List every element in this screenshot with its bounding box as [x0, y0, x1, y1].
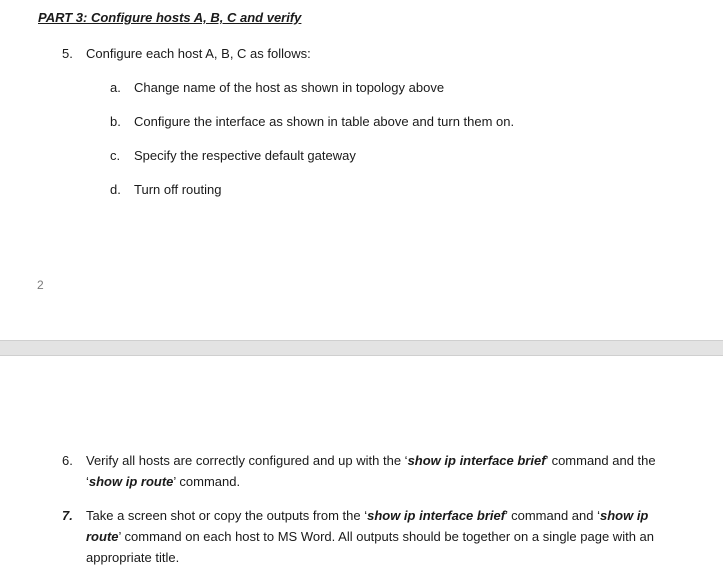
text-run: Take a screen shot or copy the outputs from the ‘ — [86, 508, 368, 523]
document-page-bottom — [0, 356, 723, 585]
substep-text: Specify the respective default gateway — [134, 148, 356, 163]
substep-b — [110, 113, 514, 131]
command-name: show ip route — [86, 508, 649, 544]
step-5 — [62, 43, 662, 64]
command-name: show ip route — [88, 474, 174, 489]
substep-letter: c. — [110, 148, 121, 163]
step-number: 6. — [62, 453, 73, 468]
substep-text: Configure the interface as shown in table above and turn them on. — [134, 114, 515, 129]
step-text: Configure each host A, B, C as follows: — [86, 46, 311, 61]
page-separator — [0, 340, 723, 356]
step-6 — [62, 450, 662, 492]
step-number: 5. — [62, 46, 73, 61]
substep-a — [110, 79, 444, 97]
command-name: show ip interface brief — [367, 508, 506, 523]
substep-letter: a. — [110, 80, 121, 95]
step-text — [86, 505, 662, 568]
substep-letter: d. — [110, 182, 121, 197]
text-run: ’ command and ‘ — [505, 508, 600, 523]
text-run: ’ command on each host to MS Word. All outputs should be together on a single page with an appropriate title. — [86, 529, 654, 565]
substep-text: Change name of the host as shown in topology above — [134, 80, 445, 95]
substep-text: Turn off routing — [134, 182, 222, 197]
part-heading: PART 3: Configure hosts A, B, C and verify — [38, 10, 302, 25]
text-run: Verify all hosts are correctly configured and up with the ‘ — [86, 453, 408, 468]
command-name: show ip interface brief — [407, 453, 546, 468]
step-7 — [62, 505, 662, 568]
step-text — [86, 450, 662, 492]
substep-letter: b. — [110, 114, 121, 129]
substep-c — [110, 147, 356, 165]
substep-d — [110, 181, 221, 199]
text-run: ’ command and the ‘ — [86, 453, 656, 489]
step-number: 7. — [62, 508, 73, 523]
page-number: 2 — [37, 278, 44, 292]
text-run: ’ command. — [173, 474, 241, 489]
